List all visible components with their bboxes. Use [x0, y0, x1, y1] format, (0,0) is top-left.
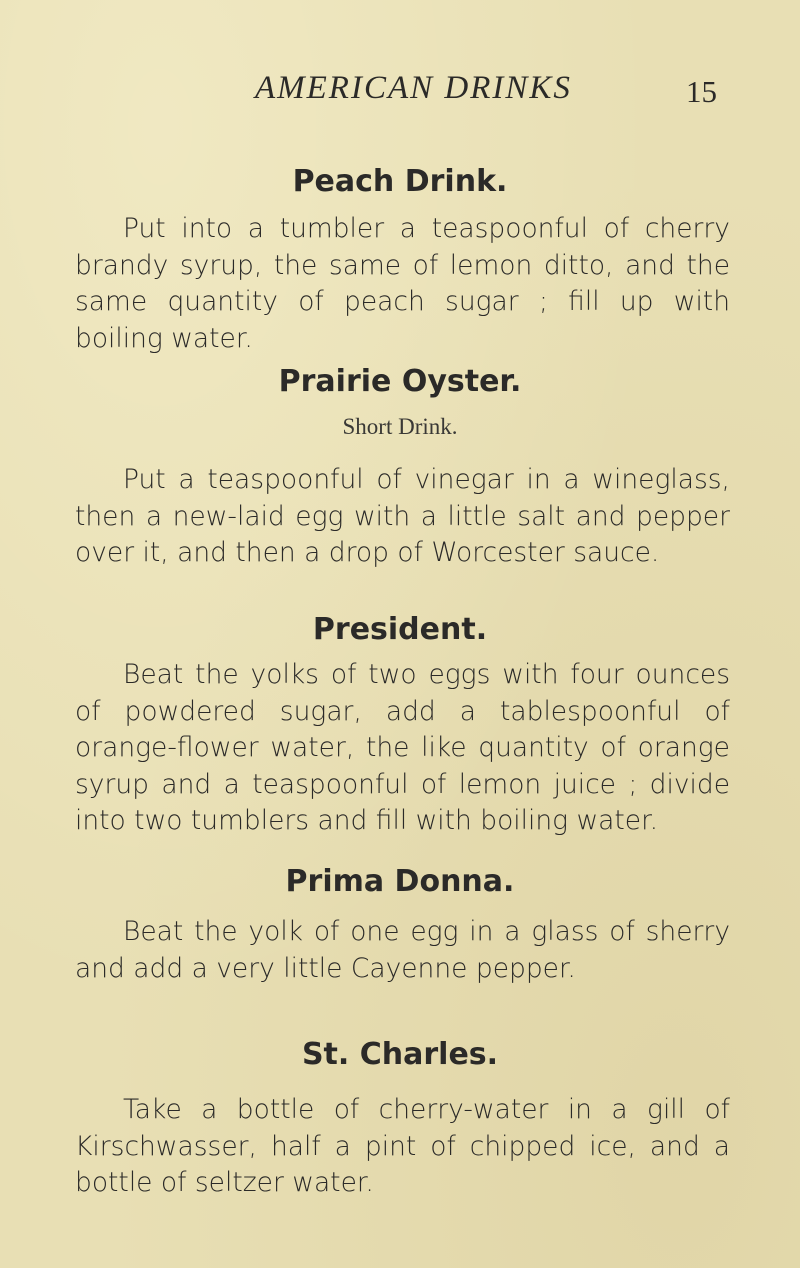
- recipe-text-peach-drink: Put into a tumbler a teaspoonful of cherry brandy syrup, the same of lemon ditto, and the same quantity of peach sugar ; fill up with boiling water.: [75, 213, 730, 354]
- running-title: AMERICAN DRINKS: [255, 70, 572, 106]
- recipe-text-president: Beat the yolks of two eggs with four ounces of powdered sugar, add a tablespoonful of orange-flower water, the like quantity of orange syrup and a teaspoonful of lemon juice ; divide into two tumblers and fill with boiling water.: [75, 659, 730, 836]
- recipe-subtitle-prairie-oyster: Short Drink.: [342, 414, 458, 439]
- recipe-text-prima-donna: Beat the yolk of one egg in a glass of sherry and add a very little Cayenne pepper.: [75, 916, 730, 984]
- recipe-text-prairie-oyster: Put a teaspoonful of vinegar in a wineglass, then a new-laid egg with a little salt and pepper over it, and then a drop of Worcester sauce.: [75, 464, 730, 568]
- running-head: [0, 70, 800, 110]
- recipe-title-president: President.: [312, 612, 488, 647]
- recipe-title-prima-donna: Prima Donna.: [285, 864, 515, 899]
- page-number: 15: [686, 74, 717, 109]
- recipe-title-st-charles: St. Charles.: [301, 1037, 499, 1072]
- recipe-text-st-charles: Take a bottle of cherry-water in a gill of Kirschwasser, half a pint of chipped ice, and a bottle of seltzer water.: [75, 1094, 730, 1198]
- recipe-title-prairie-oyster: Prairie Oyster.: [278, 364, 522, 399]
- recipe-title-peach-drink: Peach Drink.: [292, 164, 508, 199]
